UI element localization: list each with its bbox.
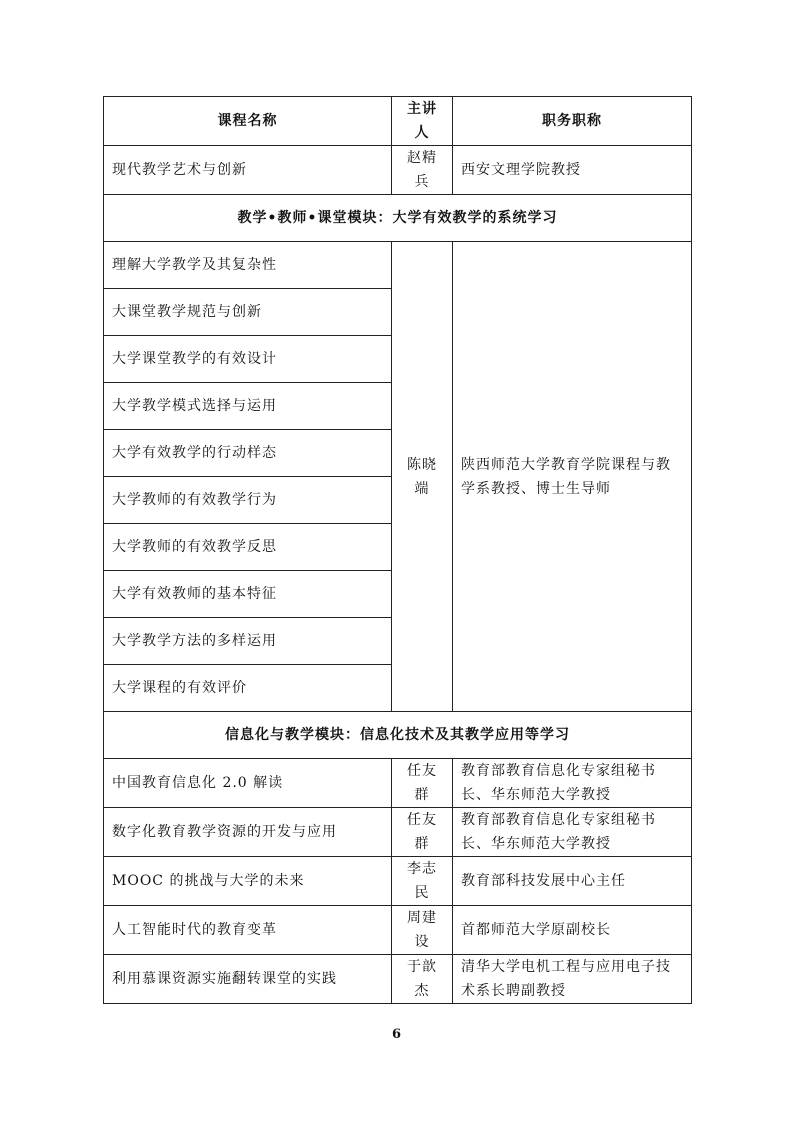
speaker-cell: 任友群 (392, 808, 453, 857)
course-cell: 大学教学模式选择与运用 (104, 383, 392, 430)
table-row (104, 808, 692, 857)
course-cell: 大学教师的有效教学行为 (104, 477, 392, 524)
speaker-cell: 赵精兵 (392, 146, 453, 195)
speaker-cell: 任友群 (392, 759, 453, 808)
table-row (104, 242, 692, 289)
course-cell: 大学有效教师的基本特征 (104, 571, 392, 618)
header-title: 职务职称 (453, 97, 692, 146)
title-cell: 西安文理学院教授 (453, 146, 692, 195)
speaker-cell: 于歆杰 (392, 955, 453, 1004)
course-cell: 大学课程的有效评价 (104, 665, 392, 712)
course-cell: 大课堂教学规范与创新 (104, 289, 392, 336)
course-cell: 大学教学方法的多样运用 (104, 618, 392, 665)
title-cell: 清华大学电机工程与应用电子技术系长聘副教授 (453, 955, 692, 1004)
title-cell: 教育部教育信息化专家组秘书长、华东师范大学教授 (453, 759, 692, 808)
course-cell: MOOC 的挑战与大学的未来 (104, 857, 392, 906)
speaker-cell: 周建设 (392, 906, 453, 955)
course-cell: 利用慕课资源实施翻转课堂的实践 (104, 955, 392, 1004)
course-cell: 大学课堂教学的有效设计 (104, 336, 392, 383)
table-row (104, 955, 692, 1004)
table-row (104, 857, 692, 906)
title-cell: 教育部科技发展中心主任 (453, 857, 692, 906)
section-row (104, 712, 692, 759)
section-title: 信息化与教学模块：信息化技术及其教学应用等学习 (104, 712, 692, 759)
title-cell: 教育部教育信息化专家组秘书长、华东师范大学教授 (453, 808, 692, 857)
course-cell: 人工智能时代的教育变革 (104, 906, 392, 955)
course-cell: 理解大学教学及其复杂性 (104, 242, 392, 289)
title-cell: 陕西师范大学教育学院课程与教学系教授、博士生导师 (453, 242, 692, 712)
course-table (103, 96, 692, 1004)
header-course: 课程名称 (104, 97, 392, 146)
section-title: 教学•教师•课堂模块：大学有效教学的系统学习 (104, 195, 692, 242)
table-row (104, 146, 692, 195)
header-speaker: 主讲人 (392, 97, 453, 146)
table-row (104, 759, 692, 808)
table-row (104, 906, 692, 955)
speaker-cell: 李志民 (392, 857, 453, 906)
course-cell: 现代教学艺术与创新 (104, 146, 392, 195)
page-number: 6 (391, 1027, 402, 1042)
speaker-cell: 陈晓端 (392, 242, 453, 712)
course-cell: 数字化教育教学资源的开发与应用 (104, 808, 392, 857)
course-cell: 中国教育信息化 2.0 解读 (104, 759, 392, 808)
table-header-row (104, 97, 692, 146)
course-cell: 大学有效教学的行动样态 (104, 430, 392, 477)
title-cell: 首都师范大学原副校长 (453, 906, 692, 955)
section-row (104, 195, 692, 242)
course-cell: 大学教师的有效教学反思 (104, 524, 392, 571)
